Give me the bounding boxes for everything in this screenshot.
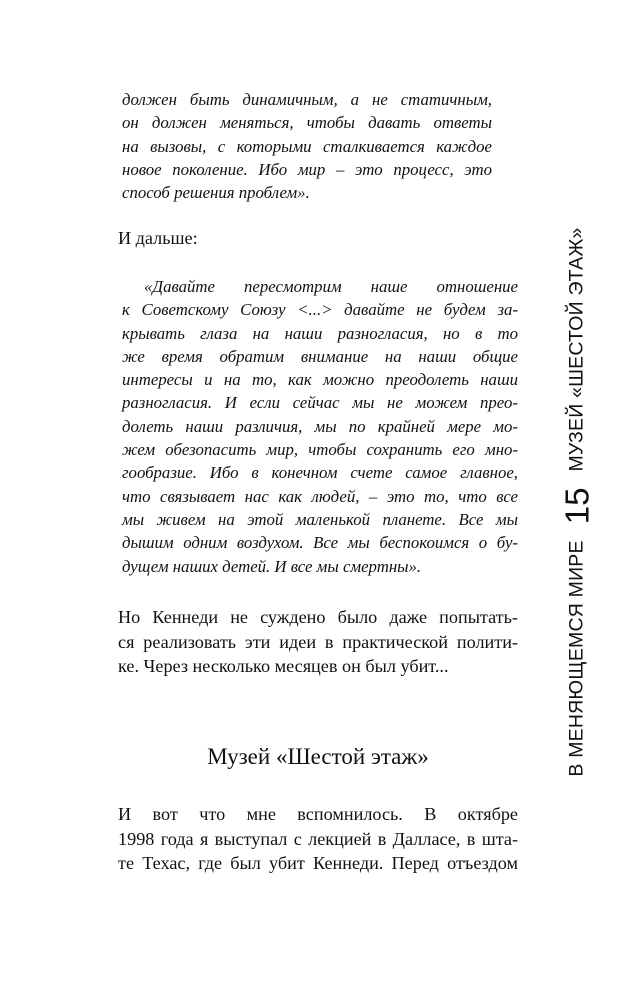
kennedy-quote [122,275,518,578]
quote-line: же время обратим внимание на наши общие [122,346,518,366]
running-head [558,227,596,777]
quote-line: разногласия. И если сейчас мы не можем прео- [122,393,518,413]
quote-line: мы живем на этой маленькой планете. Все мы [122,509,518,529]
quote-line: интересы и на то, как можно преодолеть наши [122,370,518,390]
quote-line: жем обезопасить мир, чтобы сохранить его мно- [122,440,518,460]
quote-line: дущем наших детей. И все мы смертны». [122,556,422,576]
body-line: 1998 года я выступал с лекцией в Далласе, в шта- [118,828,518,849]
quote-line: что связывает нас как людей, – это то, что все [122,486,518,506]
quote-line: долеть наши различия, мы по крайней мере мо- [122,416,518,436]
quote-line: на вызовы, с которыми сталкивается каждое [122,136,492,156]
running-head-book-title: В МЕНЯЮЩЕМСЯ МИРЕ [565,540,588,777]
body-line: И вот что мне вспомнилось. В октябре [118,804,518,824]
body-paragraph [118,802,518,876]
quote-continuation [122,88,492,204]
quote-line: дышим одним воздухом. Все мы беспокоимся о бу- [122,533,518,553]
running-head-section-title: МУЗЕЙ «ШЕСТОЙ ЭТАЖ» [565,227,588,472]
body-line: ся реализовать эти идеи в практической полити- [118,631,518,652]
body-line: ке. Через несколько месяцев он был убит... [118,656,449,677]
body-line: Но Кеннеди не суждено было даже попытать- [118,607,518,627]
quote-line: к Советскому Союзу <...> давайте не будем за- [122,300,518,320]
page-number: 15 [558,487,596,525]
quote-line: способ решения проблем». [122,183,310,203]
body-paragraph [118,605,518,679]
quote-line: должен быть динамичным, а не статичным, [122,90,492,109]
quote-line: гообразие. Ибо в конечном счете самое главное, [122,463,518,483]
quote-line: новое поколение. Ибо мир – это процесс, это [122,159,492,179]
body-line: те Техас, где был убит Кеннеди. Перед отъездом [118,853,518,874]
intro-text: И дальше: [118,228,198,248]
quote-line: крывать глаза на наши разногласия, но в то [122,323,518,343]
section-heading: Музей «Шестой этаж» [207,744,429,769]
quote-line: «Давайте пересмотрим наше отношение [144,277,518,296]
quote-line: он должен меняться, чтобы давать ответы [122,113,492,133]
